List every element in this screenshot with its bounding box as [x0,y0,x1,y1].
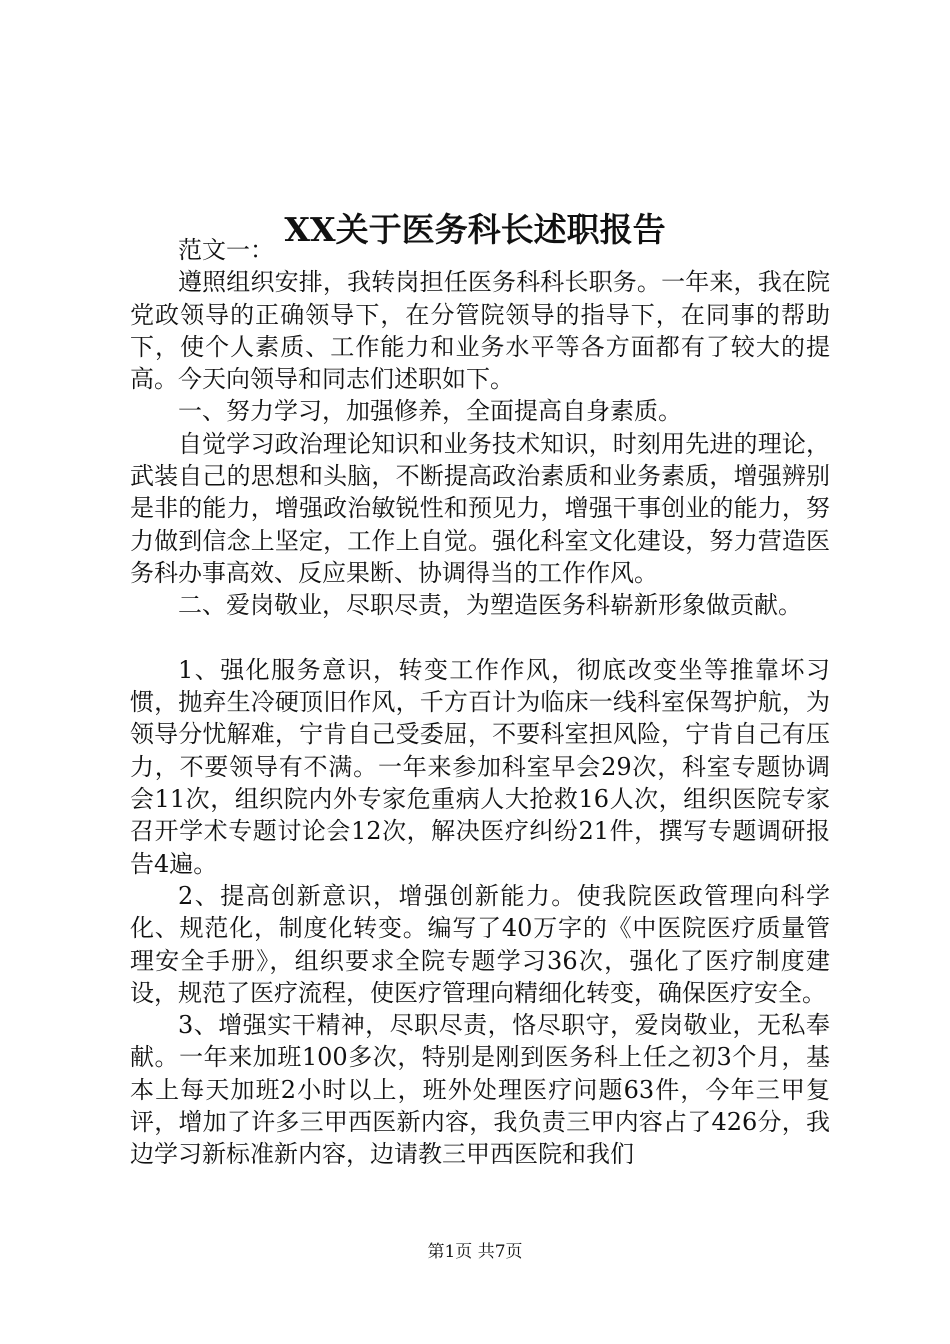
paragraph-item-1: 1、强化服务意识，转变工作作风，彻底改变坐等推靠坏习惯，抛弃生冷硬顶旧作风，千方百计为临床一线科室保驾护航，为领导分忧解难，宁肯自己受委屈，不要科室担风险，宁肯自己有压力，不要领导有不满。一年来参加科室早会29次，科室专题协调会11次，组织院内外专家危重病人大抢救16人次，组织医院专家召开学术专题讨论会12次，解决医疗纠纷21件，撰写专题调研报告4遍。 [130,655,830,878]
document-title: XX关于医务科长述职报告 [284,210,666,250]
section-heading-1: 一、努力学习，加强修养，全面提高自身素质。 [178,397,682,426]
document-body [130,234,830,1171]
paragraph-item-2: 2、提高创新意识，增强创新能力。使我院医政管理向科学化、规范化，制度化转变。编写了40万字的《中医院医疗质量管理安全手册》，组织要求全院专题学习36次，强化了医疗制度建设，规范了医疗流程，使医疗管理向精细化转变，确保医疗安全。 [130,881,830,1007]
page-number-footer: 第1页 共7页 [427,1242,523,1262]
paragraph-item-3: 3、增强实干精神，尽职尽责，恪尽职守，爱岗敬业，无私奉献。一年来加班100多次，特别是刚到医务科上任之初3个月，基本上每天加班2小时以上，班外处理医疗问题63件，今年三甲复评，增加了许多三甲西医新内容，我负责三甲内容占了426分，我边学习新标准新内容，边请教三甲西医院和我们 [130,1011,830,1169]
paragraph-sample-label: 范文一： [178,236,274,264]
paragraph-study: 自觉学习政治理论知识和业务技术知识，时刻用先进的理论，武装自己的思想和头脑，不断提高政治素质和业务素质，增强辨别是非的能力，增强政治敏锐性和预见力，增强干事创业的能力，努力做到信念上坚定，工作上自觉。强化科室文化建设，努力营造医务科办事高效、反应果断、协调得当的工作作风。 [130,429,830,587]
section-heading-2: 二、爱岗敬业，尽职尽责，为塑造医务科崭新形象做贡献。 [178,591,802,620]
paragraph-intro: 遵照组织安排，我转岗担任医务科科长职务。一年来，我在院党政领导的正确领导下，在分管院领导的指导下，在同事的帮助下，使个人素质、工作能力和业务水平等各方面都有了较大的提高。今天向领导和同志们述职如下。 [130,268,830,394]
